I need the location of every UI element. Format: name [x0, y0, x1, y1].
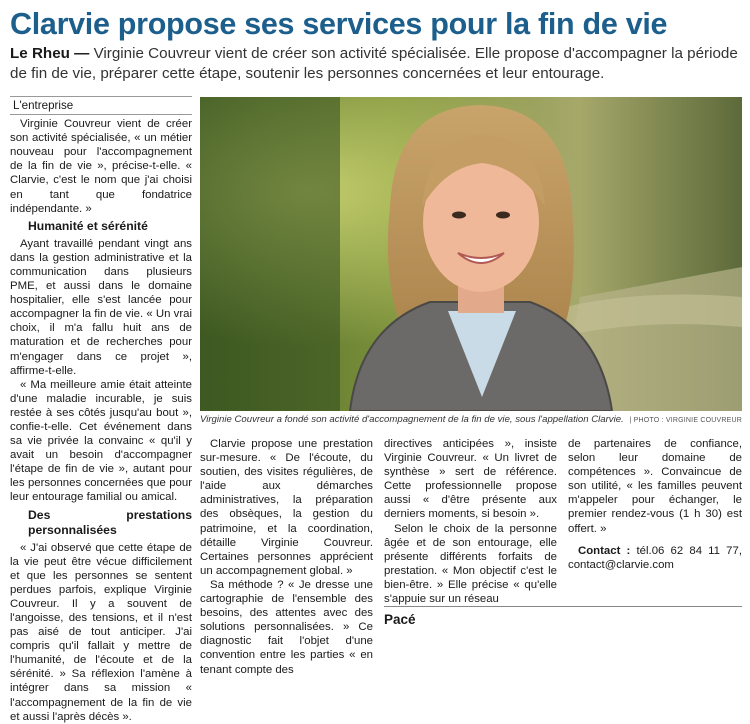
subheading: Humanité et sérénité	[28, 218, 148, 233]
second-column	[200, 437, 373, 677]
contact-value: tél.06 62 84 11 77, contact@clarvie.com	[568, 544, 742, 571]
subheading: Des prestations personnalisées	[28, 507, 192, 537]
photo-credit: | PHOTO : VIRGINIE COUVREUR	[629, 417, 742, 424]
paragraph: « Ma meilleure amie était atteinte d'une maladie incurable, je suis restée à ses côtés jusqu'au bout », confie-t-elle. Cet événement dans sa vie privée la convainc « qu'il y avait un besoin d'accompagner l'étape de fin de vie », autant pour les personnes concernées que pour leur entourage familial ou amical.	[10, 378, 192, 504]
first-column	[10, 96, 192, 724]
paragraph: « J'ai observé que cette étape de la vie peut être vécue difficilement et que les personnes se sentent perdues parfois, explique Virginie Couvreur. Il y a souvent de l'angoisse, des tensions, et il n'est pas aisé de tout anticiper. J'ai compris qu'il fallait y mettre de l'humanité, de l'écoute et de la sérénité. » Sa réflexion l'amène à intégrer dans sa mission « l'accompagnement de la fin de vie et aussi l'après décès ».	[10, 541, 192, 723]
lead-paragraph	[10, 44, 745, 84]
paragraph: Sa méthode ? « Je dresse une cartographie de l'ensemble des besoins, des attentes avec des solutions personnalisées. » Ce diagnostic fait l'objet d'une convention entre les parties « en tenant compte des	[200, 578, 373, 676]
contact-line	[568, 544, 742, 572]
photo-illustration	[200, 97, 742, 411]
section-label: L'entreprise	[10, 96, 192, 115]
paragraph: Clarvie propose une prestation sur-mesure. « De l'écoute, du soutien, des visites régulières, de l'aide aux démarches administratives, la préparation des obsèques, la gestion du patrimoine, et la coordination, détaille Virginie Couvreur. Certaines personnes apprécient un accompagnement global. »	[200, 438, 373, 577]
third-column	[384, 437, 557, 606]
divider	[384, 606, 742, 607]
lead-text: Virginie Couvreur vient de créer son activité spécialisée. Elle propose d'accompagner la période de fin de vie, préparer cette étape, soutenir les personnes concernées et leur entourage.	[10, 45, 738, 82]
paragraph: Ayant travaillé pendant vingt ans dans la gestion administrative et la communication dans plusieurs PME, et aussi dans le domaine hospitalier, elle s'est lancée pour accompagner la fin de vie. « Un vrai choix, il m'a fallu huit ans de maturation et de recherches pour m'engager dans ce projet », affirme-t-elle.	[10, 237, 192, 377]
paragraph: de partenaires de confiance, selon leur domaine de compétences ». Convaincue de son utilité, « les familles peuvent m'appeler pour échanger, le premier rendez-vous (1 h 30) est offert. »	[568, 438, 742, 535]
photo-caption	[200, 413, 742, 426]
paragraph: Selon le choix de la personne âgée et de son entourage, elle présente différents forfaits de prestation. « Mon objectif c'est le bien-être. » Elle précise « qu'elle s'appuie sur un réseau	[384, 522, 557, 606]
dateline: Le Rheu —	[10, 45, 90, 62]
paragraph: Virginie Couvreur vient de créer son activité spécialisée, « un métier nouveau pour l'accompagnement de la fin de vie », précise-t-elle. « Clarvie, c'est le nom que j'ai choisi en tant que fondatrice indépendante. »	[10, 118, 192, 215]
portrait-photo	[200, 97, 742, 411]
next-article-title: Pacé	[384, 612, 416, 627]
fourth-column	[568, 437, 742, 572]
paragraph: directives anticipées », insiste Virginie Couvreur. « Un livret de synthèse » sert de référence. Cette professionnelle propose aussi « d'être présente aux derniers moments, si besoin ».	[384, 438, 557, 521]
caption-text: Virginie Couvreur a fondé son activité d'accompagnement de la fin de vie, sous l'appellation Clarvie.	[200, 414, 624, 425]
headline: Clarvie propose ses services pour la fin de vie	[10, 7, 668, 41]
contact-label: Contact :	[578, 544, 631, 557]
